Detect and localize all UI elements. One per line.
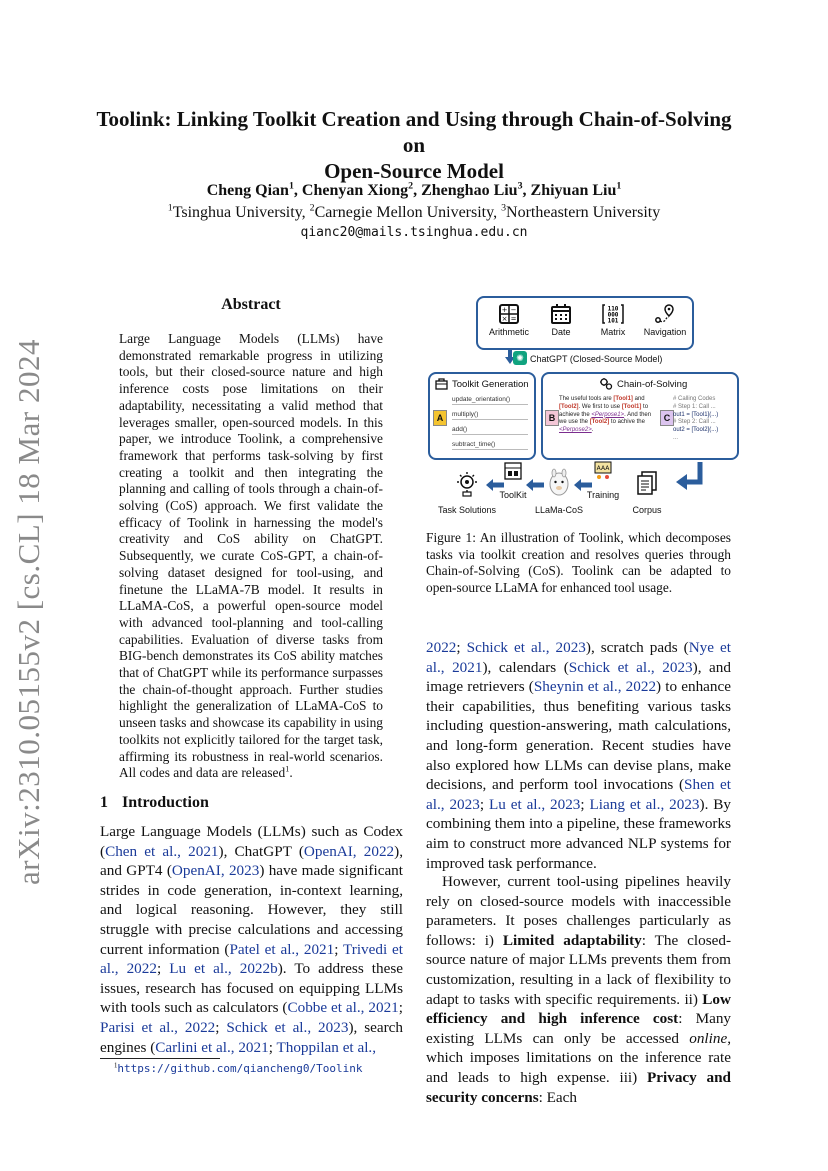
gears-icon — [599, 377, 613, 391]
title-line-1: Toolink: Linking Toolkit Creation and Using through Chain-of-Solving on — [96, 107, 732, 157]
chatgpt-label: ChatGPT (Closed-Source Model) — [530, 354, 663, 364]
body-text: ), scratch pads ( — [585, 639, 689, 656]
paper-title — [90, 106, 738, 184]
training-icon — [594, 461, 612, 481]
toolkit-item: subtract_time() — [452, 441, 528, 450]
affiliation-name: Carnegie Mellon University, — [314, 204, 502, 221]
citation-link[interactable]: Schick et al., 2023 — [568, 658, 693, 676]
body-text: ) have made significant strides in code generation, in-context learning, and logical reasoning. However, they still struggle with precise calculations and accessing current information ( — [100, 862, 403, 958]
cos-code-line: # Step 1: Call ... — [673, 403, 716, 410]
citation-link[interactable]: Lu et al., 2022b — [169, 960, 278, 978]
training-label: Training — [586, 490, 620, 500]
footnote — [114, 1062, 362, 1075]
citation-link[interactable]: Carlini et al., 2021 — [155, 1038, 269, 1056]
svg-text:+: + — [501, 306, 508, 314]
affiliation-mark: 3 — [501, 202, 507, 214]
cos-text-run: [Tool2] — [589, 419, 610, 426]
body-text: : Each — [538, 1088, 577, 1106]
toolkit-generation-box — [428, 372, 536, 460]
affiliation-mark: 1 — [167, 202, 173, 214]
citation-link[interactable]: Trivedi et al., 2022 — [100, 940, 403, 978]
toolkit-item: update_orientation() — [452, 396, 528, 405]
tool-arithmetic — [482, 303, 536, 337]
body-text: ; — [156, 960, 170, 978]
affiliation-name: Tsinghua University, — [172, 204, 310, 221]
toolkit-generation-title: Toolkit Generation — [452, 379, 529, 390]
bold-term: Privacy and security concerns — [426, 1068, 731, 1106]
intro-left-column — [100, 822, 403, 1057]
cos-code-line: out2 = [Tool2](...) — [673, 427, 719, 434]
badge-b: B — [545, 410, 559, 426]
citation-link[interactable]: OpenAI, 2022 — [303, 842, 395, 860]
author-name: Chenyan Xiong — [301, 182, 409, 199]
body-text: ), and image retrievers ( — [426, 658, 731, 696]
section-heading — [100, 794, 209, 812]
cos-text-run: to achieve the — [559, 403, 649, 418]
author-affiliation-mark: 1 — [616, 180, 622, 192]
tool-navigation — [638, 303, 692, 337]
llama-cos-label: LLaMa-CoS — [534, 505, 584, 515]
arxiv-stamp-text: arXiv:2310.05155v2 [cs.CL] 18 Mar 2024 — [11, 339, 46, 885]
toolkit-icon — [504, 462, 522, 480]
tool-date — [534, 303, 588, 337]
toolkit-label: ToolKit — [499, 490, 527, 500]
citation-link[interactable]: Nye et al., 2021 — [426, 639, 731, 676]
body-text: ; — [398, 999, 403, 1017]
author-email: qianc20@mails.tsinghua.edu.cn — [300, 225, 528, 240]
matrix-icon — [602, 303, 624, 325]
cos-text-run: and — [632, 396, 645, 402]
tool-types-box — [476, 296, 694, 350]
body-text: ). By combining them into a pipeline, these frameworks aim to construct more advanced NLP systems for improved task performance. — [426, 795, 731, 872]
figure-1 — [426, 294, 740, 520]
documents-icon — [634, 470, 660, 500]
affiliation-name: Northeastern University — [506, 204, 661, 221]
bold-term: Low efficiency and high inference cost — [426, 990, 731, 1028]
toolkit-item: add() — [452, 426, 528, 435]
arrow-return-icon — [674, 462, 706, 492]
body-text: , which imposes limitations on the inference rate and leads to high expense. iii) — [426, 1029, 731, 1086]
body-text: ). To address these issues, research has focused on equipping LLMs with tools such as calculators ( — [100, 960, 403, 1017]
chain-of-solving-title: Chain-of-Solving — [617, 379, 688, 390]
citation-link[interactable]: Sheynin et al., 2022 — [533, 678, 657, 696]
author-name: Zhenghao Liu — [421, 182, 518, 199]
body-text: ) to enhance their capabilities, thus benefiting various tasks including question-answering, math calculations, and long-form generation. Recent studies have also explored how LLMs can devise plans, make decisions, and perform tool invocations ( — [426, 678, 732, 794]
cos-text-run: . We first to use — [578, 403, 622, 410]
task-solutions-icon — [452, 470, 482, 498]
cos-text-run: . — [591, 427, 594, 434]
toolbox-icon — [435, 377, 448, 390]
arxiv-stamp — [5, 339, 53, 885]
affiliations — [90, 203, 738, 223]
chatgpt-logo-icon: ✺ — [513, 351, 527, 365]
citation-link[interactable]: Shen et al., 2023 — [426, 776, 731, 813]
task-solutions-label: Task Solutions — [437, 505, 497, 515]
citation-link[interactable]: Schick et al., 2023 — [466, 639, 586, 656]
cos-text-run: [Tool1] — [621, 403, 642, 410]
cos-text-run: to achive the — [609, 419, 645, 426]
citation-link[interactable]: OpenAI, 2023 — [171, 862, 260, 880]
arrow-left-icon — [526, 479, 544, 491]
cos-text-run: The useful tools are — [559, 396, 614, 402]
author-affiliation-mark: 1 — [288, 180, 294, 192]
citation-link[interactable]: Schick et al., 2023 — [226, 1018, 349, 1036]
svg-text:101: 101 — [607, 317, 619, 325]
citation-link[interactable]: Chen et al., 2021 — [105, 842, 219, 860]
title-line-2: Open-Source Model — [324, 159, 504, 183]
figure-caption: Figure 1: An illustration of Toolink, which decomposes tasks via toolkit creation and resolves queries through Chain-of-Solving (CoS). Toolink can be adapted to open-source LLaMA for enhanced tool usage. — [426, 530, 731, 596]
body-text: However, current tool-using pipelines heavily rely on closed-source models with inaccessible parameters. It poses challenges particularly as follows: i) — [426, 873, 731, 949]
body-text: ; — [580, 795, 590, 813]
citation-link[interactable]: Liang et al., 2023 — [589, 795, 700, 813]
calendar-icon — [550, 303, 572, 325]
citation-link[interactable]: Parisi et al., 2022 — [100, 1018, 216, 1036]
cos-text-run: <Perpose2> — [559, 427, 592, 434]
citation-link[interactable]: Cobbe et al., 2021 — [287, 999, 399, 1017]
cos-code-line: out1 = [Tool1](...) — [673, 411, 719, 418]
cos-text-run: [Tool2] — [559, 403, 579, 410]
tool-label: Navigation — [643, 327, 687, 337]
intro-right-paragraph-1 — [426, 638, 731, 873]
footnote-rule — [100, 1058, 220, 1059]
body-text: ), search engines ( — [100, 1018, 404, 1056]
tool-label: Arithmetic — [488, 327, 529, 337]
abstract-body: Large Language Models (LLMs) have demonstrated remarkable progress in utilizing tools, but their closed-source nature and high inference costs pose limitations on their adaptability, necessitating a valid method that leverages smaller, open-sourced models. In this paper, we introduce Toolink, a comprehensive framework that performs task-solving by first creating a toolkit and then integrating the planning and calling of tools through a chain-of-solving (CoS) approach. We first validate the efficacy of Toolink in harnessing the model's creativity and CoS ability on ChatGPT. Subsequently, we curate CoS-GPT, a chain-of-solving dataset designed for tool-using, and finetune the LLaMA-7B model. It results in LLaMA-CoS, a powerful open-source model with advanced tool-planning and tool-calling capabilities. Evaluation of diverse tasks from BIG-bench demonstrates its CoS ability matches that of ChatGPT while its performance surpasses the chain-of-thought approach. Further studies highlight the generalization of LLaMA-CoS to unseen tasks and showcase its capability in using toolkits not explicitly tailored for the target task, affirming its robustness in real-world scenarios. All codes and data are released$^1$. — [119, 331, 383, 781]
llama-icon — [546, 468, 572, 498]
svg-text:110: 110 — [607, 305, 619, 313]
chain-of-solving-code — [673, 396, 733, 443]
abstract-text: Large Language Models (LLMs) have demonstrated remarkable progress in utilizing tools, but their closed-source nature and high inference costs pose limitations on their adaptability, necessitating a valid method that leverages smaller, open-sourced models. In this paper, we introduce Toolink, a comprehensive framework that performs task-solving by first creating a toolkit and then integrating the planning and calling of tools through a chain-of-solving (CoS) approach. We first validate the efficacy of Toolink in harnessing the model's creativity and CoS ability on ChatGPT. Subsequently, we curate CoS-GPT, a chain-of-solving dataset designed for tool-using, and finetune the LLaMA-7B model. It results in LLaMA-CoS, a powerful open-source model with advanced tool-planning and tool-calling capabilities. Evaluation of diverse tasks from BIG-bench demonstrates its CoS ability matches that of ChatGPT while its performance surpasses the chain-of-thought approach. Further studies highlight the generalization of LLaMA-CoS to unseen tasks and showcase its capability in using toolkits not explicitly tailored for the target task, affirming its robustness in real-world scenarios. All codes and data are released — [119, 331, 383, 781]
section-number: 1 — [100, 794, 108, 811]
svg-text:−: − — [510, 306, 517, 314]
section-title: Introduction — [122, 794, 209, 811]
tool-label: Date — [551, 327, 571, 337]
cos-text-run: <Perpose1> — [591, 411, 625, 418]
calculator-icon — [498, 303, 520, 325]
body-text: ), and GPT4 ( — [100, 842, 404, 880]
body-text: ; — [334, 940, 344, 958]
footnote-mark: 1 — [114, 1062, 118, 1070]
author-affiliation-mark: 2 — [408, 180, 414, 192]
body-text: ; — [479, 795, 489, 813]
tool-label: Matrix — [600, 327, 626, 337]
author-list: Cheng Qian$^1$, Chenyan Xiong$^2$, Zhenghao Liu$^3$, Zhiyuan Liu$^1$ — [206, 180, 622, 199]
affiliation-mark: 2 — [309, 202, 315, 214]
chain-of-solving-box — [541, 372, 739, 460]
cos-text-run: [Tool1] — [613, 396, 633, 402]
svg-text:AAA: AAA — [596, 465, 610, 472]
author-name: Zhiyuan Liu — [530, 182, 617, 199]
body-text: : The closed-source nature of major LLMs prevents them from customization, resulting in a lack of flexibility to adapt to tasks with specific requirements. ii) — [426, 931, 731, 1008]
map-pin-icon — [654, 303, 676, 325]
cos-text-run: . And then we use the — [559, 411, 652, 426]
cos-code-line: # Calling Codes — [673, 396, 716, 402]
toolkit-item: multiply() — [452, 411, 528, 420]
intro-right-paragraph-2 — [426, 872, 731, 1107]
body-text: ), ChatGPT ( — [218, 842, 304, 860]
cos-code-line: # Step 2: Call ... — [673, 419, 716, 426]
badge-a: A — [433, 410, 447, 426]
cos-code-line: ... — [673, 434, 679, 441]
author-affiliation-mark: 3 — [517, 180, 523, 192]
citation-link[interactable]: Lu et al., 2023 — [488, 795, 581, 813]
body-text: ; — [456, 639, 467, 656]
citation-link[interactable]: Thoppilan et al., — [276, 1038, 377, 1056]
chain-of-solving-plan — [559, 396, 657, 435]
body-text: ; — [268, 1038, 277, 1056]
italic-term: online — [689, 1029, 728, 1047]
citation-link[interactable]: Patel et al., 2021 — [229, 940, 335, 958]
corpus-label: Corpus — [632, 505, 662, 515]
svg-text:×: × — [501, 315, 508, 323]
body-text: : Many existing LLMs can only be accessed — [426, 1010, 732, 1047]
tool-matrix — [586, 303, 640, 337]
badge-c: C — [660, 410, 674, 426]
abstract-heading: Abstract — [221, 296, 281, 313]
footnote-url[interactable]: https://github.com/qiancheng0/Toolink — [117, 1062, 363, 1075]
svg-text:000: 000 — [607, 311, 619, 319]
abstract-footnote-mark[interactable]: 1 — [285, 764, 290, 774]
bold-term: Limited adaptability — [502, 931, 642, 949]
author-name: Cheng Qian — [206, 182, 289, 199]
citation-link[interactable]: 2022 — [426, 639, 457, 656]
body-text: ; — [215, 1018, 227, 1036]
body-text: ), calendars ( — [482, 658, 569, 676]
body-text: Large Language Models (LLMs) such as Codex ( — [100, 823, 403, 860]
svg-text:=: = — [510, 315, 517, 323]
